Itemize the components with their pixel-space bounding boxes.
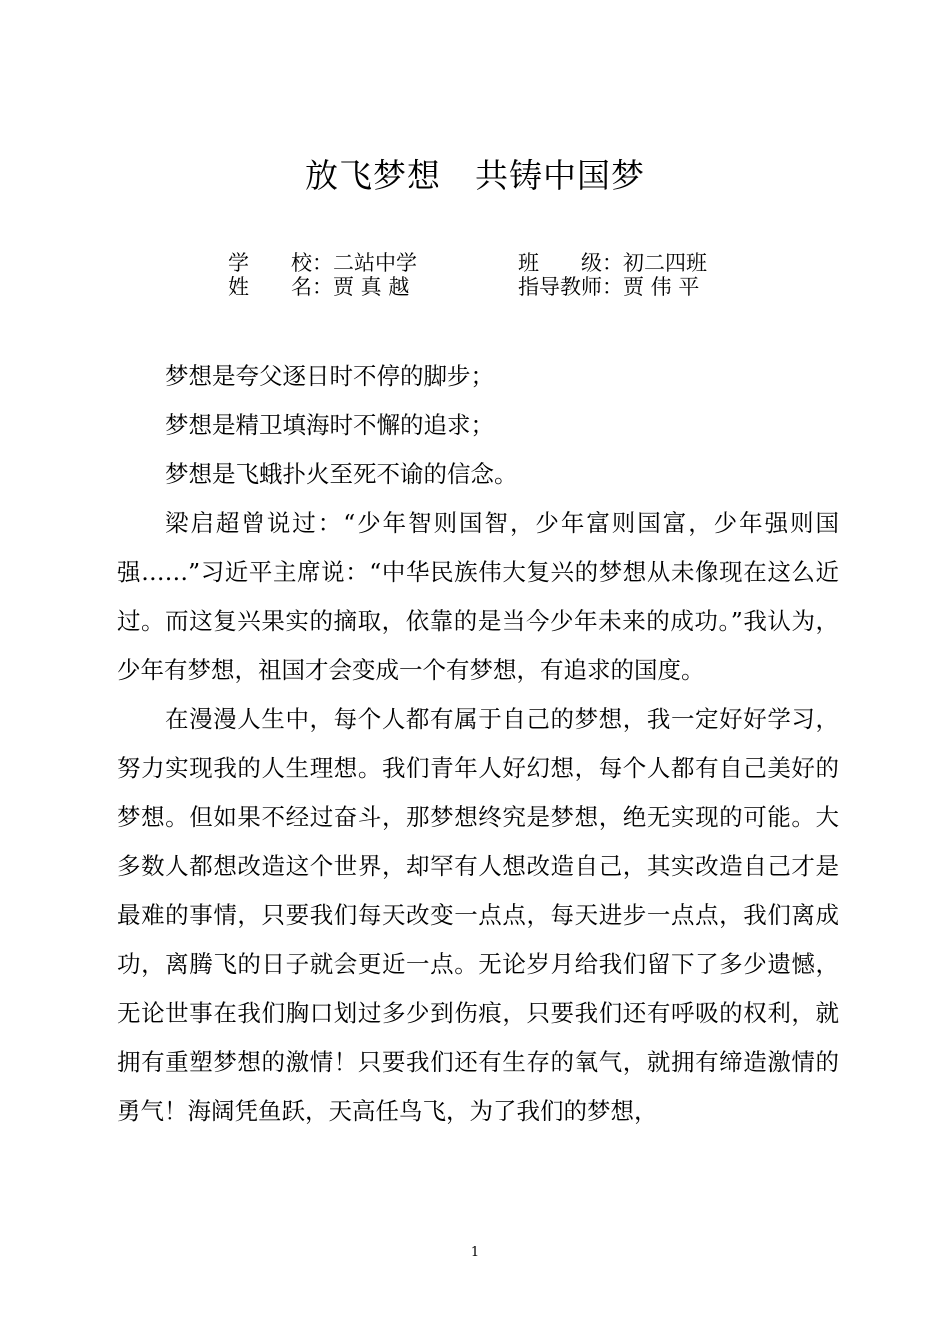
school-line xyxy=(228,250,417,276)
document-title: 放飞梦想 共铸中国梦 xyxy=(305,156,645,195)
page-number: 1 xyxy=(470,1245,480,1260)
school-value: 二站中学 xyxy=(333,251,417,275)
paragraph: 梦想是夸父逐日时不停的脚步； xyxy=(165,362,494,390)
paragraph: 梦想是飞蛾扑火至死不谕的信念。 xyxy=(165,460,518,488)
teacher-label: 指导教师： xyxy=(518,275,623,299)
name-line xyxy=(228,274,409,300)
body-text xyxy=(117,352,839,1136)
school-label: 学 校： xyxy=(228,251,333,275)
paragraph: 在漫漫人生中，每个人都有属于自己的梦想，我一定好好学习，努力实现我的人生理想。我们青年人好幻想，每个人都有自己美好的梦想。但如果不经过奋斗，那梦想终究是梦想，绝无实现的可能。大多数人都想改造这个世界，却罕有人想改造自己，其实改造自己才是最难的事情，只要我们每天改变一点点，每天进步一点点，我们离成功，离腾飞的日子就会更近一点。无论岁月给我们留下了多少遗憾，无论世事在我们胸口划过多少到伤痕，只要我们还有呼吸的权利，就拥有重塑梦想的激情！只要我们还有生存的氧气，就拥有缔造激情的勇气！海阔凭鱼跃，天高任鸟飞，为了我们的梦想， xyxy=(117,705,839,1125)
class-label: 班 级： xyxy=(518,251,623,275)
paragraph: 梁启超曾说过：“少年智则国智，少年富则国富，少年强则国强……”习近平主席说：“中华民族伟大复兴的梦想从未像现在这么近过。而这复兴果实的摘取，依靠的是当今少年未来的成功。”我认为，少年有梦想，祖国才会变成一个有梦想，有追求的国度。 xyxy=(117,509,839,684)
paragraph: 梦想是精卫填海时不懈的追求； xyxy=(165,411,494,439)
name-value: 贾 真 越 xyxy=(333,275,410,299)
teacher-value: 贾 伟 平 xyxy=(623,275,700,299)
class-line xyxy=(518,250,707,276)
name-label: 姓 名： xyxy=(228,275,333,299)
class-value: 初二四班 xyxy=(623,251,707,275)
teacher-line xyxy=(518,274,699,300)
